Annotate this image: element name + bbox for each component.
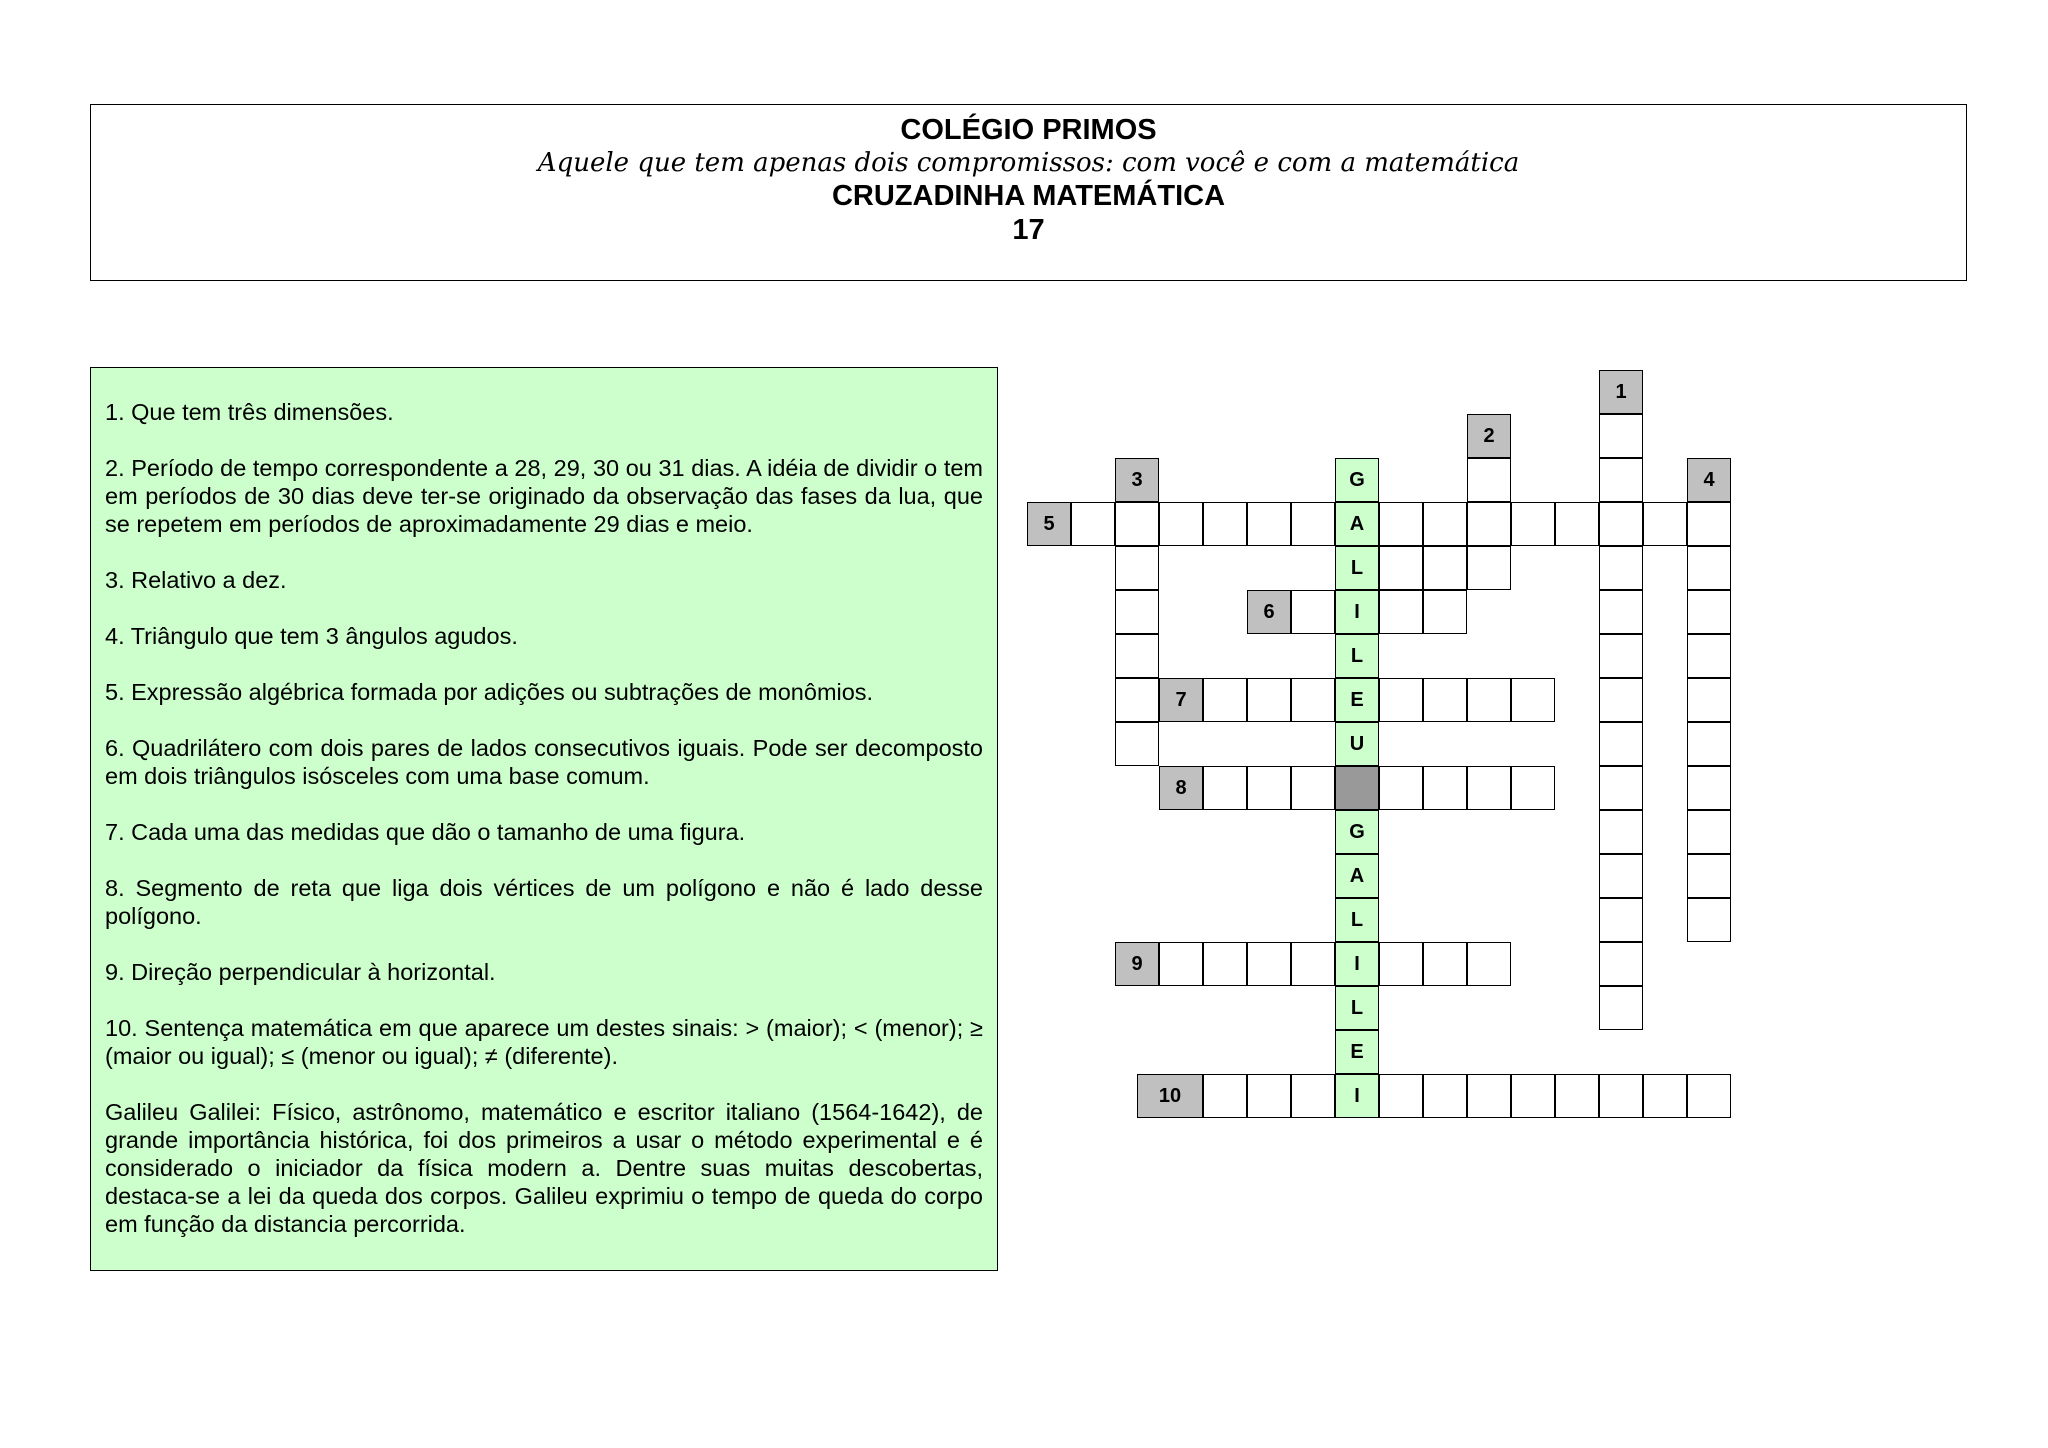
clue-9: 9. Direção perpendicular à horizontal. (105, 959, 496, 985)
crossword-cell-r10-c15[interactable] (1687, 810, 1731, 854)
crossword-cell-r16-c4[interactable] (1203, 1074, 1247, 1118)
crossword-cell-r3-c13[interactable] (1599, 502, 1643, 546)
crossword-cell-r6-c13[interactable] (1599, 634, 1643, 678)
clue-number-cell-7: 7 (1159, 678, 1203, 722)
crossword-cell-r7-c11[interactable] (1511, 678, 1555, 722)
crossword-cell-r3-c12[interactable] (1555, 502, 1599, 546)
crossword-cell-r16-c9[interactable] (1423, 1074, 1467, 1118)
answer-letter-cell: I (1335, 590, 1379, 634)
crossword-cell-r12-c13[interactable] (1599, 898, 1643, 942)
crossword-cell-r5-c9[interactable] (1423, 590, 1467, 634)
crossword-cell-r13-c8[interactable] (1379, 942, 1423, 986)
crossword-cell-r4-c8[interactable] (1379, 546, 1423, 590)
clue-number-cell-10: 10 (1137, 1074, 1203, 1118)
crossword-cell-r13-c3[interactable] (1159, 942, 1203, 986)
crossword-cell-r13-c9[interactable] (1423, 942, 1467, 986)
clue-6: 6. Quadrilátero com dois pares de lados consecutivos iguais. Pode ser decomposto em dois triângulos isósceles com uma base comum. (105, 735, 983, 789)
crossword-cell-r7-c15[interactable] (1687, 678, 1731, 722)
puzzle-title: CRUZADINHA MATEMÁTICA (831, 180, 1226, 212)
crossword-cell-r9-c15[interactable] (1687, 766, 1731, 810)
answer-letter-cell: U (1335, 722, 1379, 766)
crossword-cell-r7-c2[interactable] (1115, 678, 1159, 722)
school-name: COLÉGIO PRIMOS (900, 114, 1157, 146)
clue-3: 3. Relativo a dez. (105, 567, 287, 593)
crossword-cell-r5-c13[interactable] (1599, 590, 1643, 634)
crossword-cell-r3-c1[interactable] (1071, 502, 1115, 546)
answer-letter-cell: I (1335, 1074, 1379, 1118)
clue-4: 4. Triângulo que tem 3 ângulos agudos. (105, 623, 518, 649)
answer-letter-cell: L (1335, 986, 1379, 1030)
galileu-note: Galileu Galilei: Físico, astrônomo, matemático e escritor italiano (1564-1642), de grande importância histórica, foi dos primeiros a usar o método experimental e é considerado o iniciador da física modern a. Dentre suas muitas descobertas, destaca-se a lei da queda dos corpos. Galileu exprimiu o tempo de queda do corpo em função da distancia percorrida. (105, 1099, 983, 1237)
crossword-cell-r2-c10[interactable] (1467, 458, 1511, 502)
crossword-cell-r4-c15[interactable] (1687, 546, 1731, 590)
answer-letter-cell: L (1335, 546, 1379, 590)
crossword-cell-r7-c8[interactable] (1379, 678, 1423, 722)
crossword-cell-r3-c10[interactable] (1467, 502, 1511, 546)
crossword-cell-r4-c13[interactable] (1599, 546, 1643, 590)
answer-letter-cell: E (1335, 1030, 1379, 1074)
crossword-cell-r12-c15[interactable] (1687, 898, 1731, 942)
crossword-cell-r16-c11[interactable] (1511, 1074, 1555, 1118)
header-box (90, 104, 1967, 281)
crossword-cell-r3-c11[interactable] (1511, 502, 1555, 546)
crossword-cell-r8-c13[interactable] (1599, 722, 1643, 766)
crossword-cell-r11-c13[interactable] (1599, 854, 1643, 898)
crossword-cell-r8-c15[interactable] (1687, 722, 1731, 766)
clue-number-cell-5: 5 (1027, 502, 1071, 546)
crossword-cell-r13-c10[interactable] (1467, 942, 1511, 986)
crossword-cell-r7-c9[interactable] (1423, 678, 1467, 722)
crossword-cell-r6-c2[interactable] (1115, 634, 1159, 678)
crossword-cell-r3-c5[interactable] (1247, 502, 1291, 546)
crossword-cell-r4-c9[interactable] (1423, 546, 1467, 590)
crossword-cell-r9-c6[interactable] (1291, 766, 1335, 810)
crossword-cell-r9-c9[interactable] (1423, 766, 1467, 810)
crossword-cell-r9-c13[interactable] (1599, 766, 1643, 810)
clue-number-cell-4: 4 (1687, 458, 1731, 502)
crossword-cell-r6-c15[interactable] (1687, 634, 1731, 678)
answer-letter-cell: A (1335, 854, 1379, 898)
crossword-cell-r9-c5[interactable] (1247, 766, 1291, 810)
crossword-cell-r9-c8[interactable] (1379, 766, 1423, 810)
clue-5: 5. Expressão algébrica formada por adições ou subtrações de monômios. (105, 679, 874, 705)
answer-letter-cell: I (1335, 942, 1379, 986)
crossword-cell-r3-c14[interactable] (1643, 502, 1687, 546)
crossword-cell-r5-c8[interactable] (1379, 590, 1423, 634)
clue-2: 2. Período de tempo correspondente a 28, 29, 30 ou 31 dias. A idéia de dividir o tem em períodos de 30 dias deve ter-se originado da observação das fases da lua, que se repetem em períodos de aproximadamente 29 dias e meio. (105, 455, 983, 537)
crossword-cell-r5-c6[interactable] (1291, 590, 1335, 634)
crossword-cell-r3-c2[interactable] (1115, 502, 1159, 546)
crossword-cell-r13-c4[interactable] (1203, 942, 1247, 986)
puzzle-number: 17 (1012, 214, 1045, 246)
crossword-cell-r16-c14[interactable] (1643, 1074, 1687, 1118)
crossword-cell-r3-c9[interactable] (1423, 502, 1467, 546)
clue-number-cell-8: 8 (1159, 766, 1203, 810)
crossword-cell-r2-c13[interactable] (1599, 458, 1643, 502)
crossword-cell-r16-c6[interactable] (1291, 1074, 1335, 1118)
crossword-cell-r3-c4[interactable] (1203, 502, 1247, 546)
crossword-cell-r14-c13[interactable] (1599, 986, 1643, 1030)
crossword-cell-r5-c2[interactable] (1115, 590, 1159, 634)
clue-number-cell-3: 3 (1115, 458, 1159, 502)
crossword-cell-r16-c10[interactable] (1467, 1074, 1511, 1118)
crossword-cell-r13-c5[interactable] (1247, 942, 1291, 986)
crossword-cell-r7-c4[interactable] (1203, 678, 1247, 722)
clue-8: 8. Segmento de reta que liga dois vértices de um polígono e não é lado desse polígono. (105, 875, 983, 929)
crossword-cell-r3-c15[interactable] (1687, 502, 1731, 546)
crossword-cell-r9-c10[interactable] (1467, 766, 1511, 810)
answer-letter-cell: L (1335, 634, 1379, 678)
answer-separator-cell (1335, 766, 1379, 810)
crossword-cell-r16-c8[interactable] (1379, 1074, 1423, 1118)
answer-letter-cell: G (1335, 458, 1379, 502)
clue-number-cell-9: 9 (1115, 942, 1159, 986)
crossword-cell-r4-c2[interactable] (1115, 546, 1159, 590)
clue-number-cell-2: 2 (1467, 414, 1511, 458)
crossword-cell-r8-c2[interactable] (1115, 722, 1159, 766)
crossword-cell-r7-c10[interactable] (1467, 678, 1511, 722)
crossword-cell-r4-c10[interactable] (1467, 546, 1511, 590)
crossword-cell-r1-c13[interactable] (1599, 414, 1643, 458)
crossword-cell-r11-c15[interactable] (1687, 854, 1731, 898)
crossword-cell-r3-c8[interactable] (1379, 502, 1423, 546)
clue-7: 7. Cada uma das medidas que dão o tamanho de uma figura. (105, 819, 746, 845)
crossword-cell-r16-c5[interactable] (1247, 1074, 1291, 1118)
crossword-cell-r13-c13[interactable] (1599, 942, 1643, 986)
answer-letter-cell: G (1335, 810, 1379, 854)
clue-1: 1. Que tem três dimensões. (105, 399, 394, 425)
crossword-cell-r5-c15[interactable] (1687, 590, 1731, 634)
answer-letter-cell: A (1335, 502, 1379, 546)
clue-number-cell-6: 6 (1247, 590, 1291, 634)
crossword-cell-r7-c13[interactable] (1599, 678, 1643, 722)
clue-number-cell-1: 1 (1599, 370, 1643, 414)
school-motto: Aquele que tem apenas dois compromissos: com você e com a matemática (537, 148, 1520, 178)
crossword-cell-r9-c4[interactable] (1203, 766, 1247, 810)
crossword-cell-r7-c5[interactable] (1247, 678, 1291, 722)
crossword-cell-r9-c11[interactable] (1511, 766, 1555, 810)
clue-box (90, 367, 998, 1271)
crossword-cell-r16-c15[interactable] (1687, 1074, 1731, 1118)
crossword-cell-r16-c12[interactable] (1555, 1074, 1599, 1118)
crossword-cell-r13-c6[interactable] (1291, 942, 1335, 986)
crossword-cell-r3-c6[interactable] (1291, 502, 1335, 546)
crossword-cell-r16-c13[interactable] (1599, 1074, 1643, 1118)
crossword-cell-r3-c3[interactable] (1159, 502, 1203, 546)
clue-10: 10. Sentença matemática em que aparece um destes sinais: > (maior); < (menor); ≥ (maior ou igual); ≤ (menor ou igual); ≠ (diferente). (105, 1015, 983, 1069)
answer-letter-cell: L (1335, 898, 1379, 942)
crossword-cell-r7-c6[interactable] (1291, 678, 1335, 722)
crossword-cell-r10-c13[interactable] (1599, 810, 1643, 854)
answer-letter-cell: E (1335, 678, 1379, 722)
